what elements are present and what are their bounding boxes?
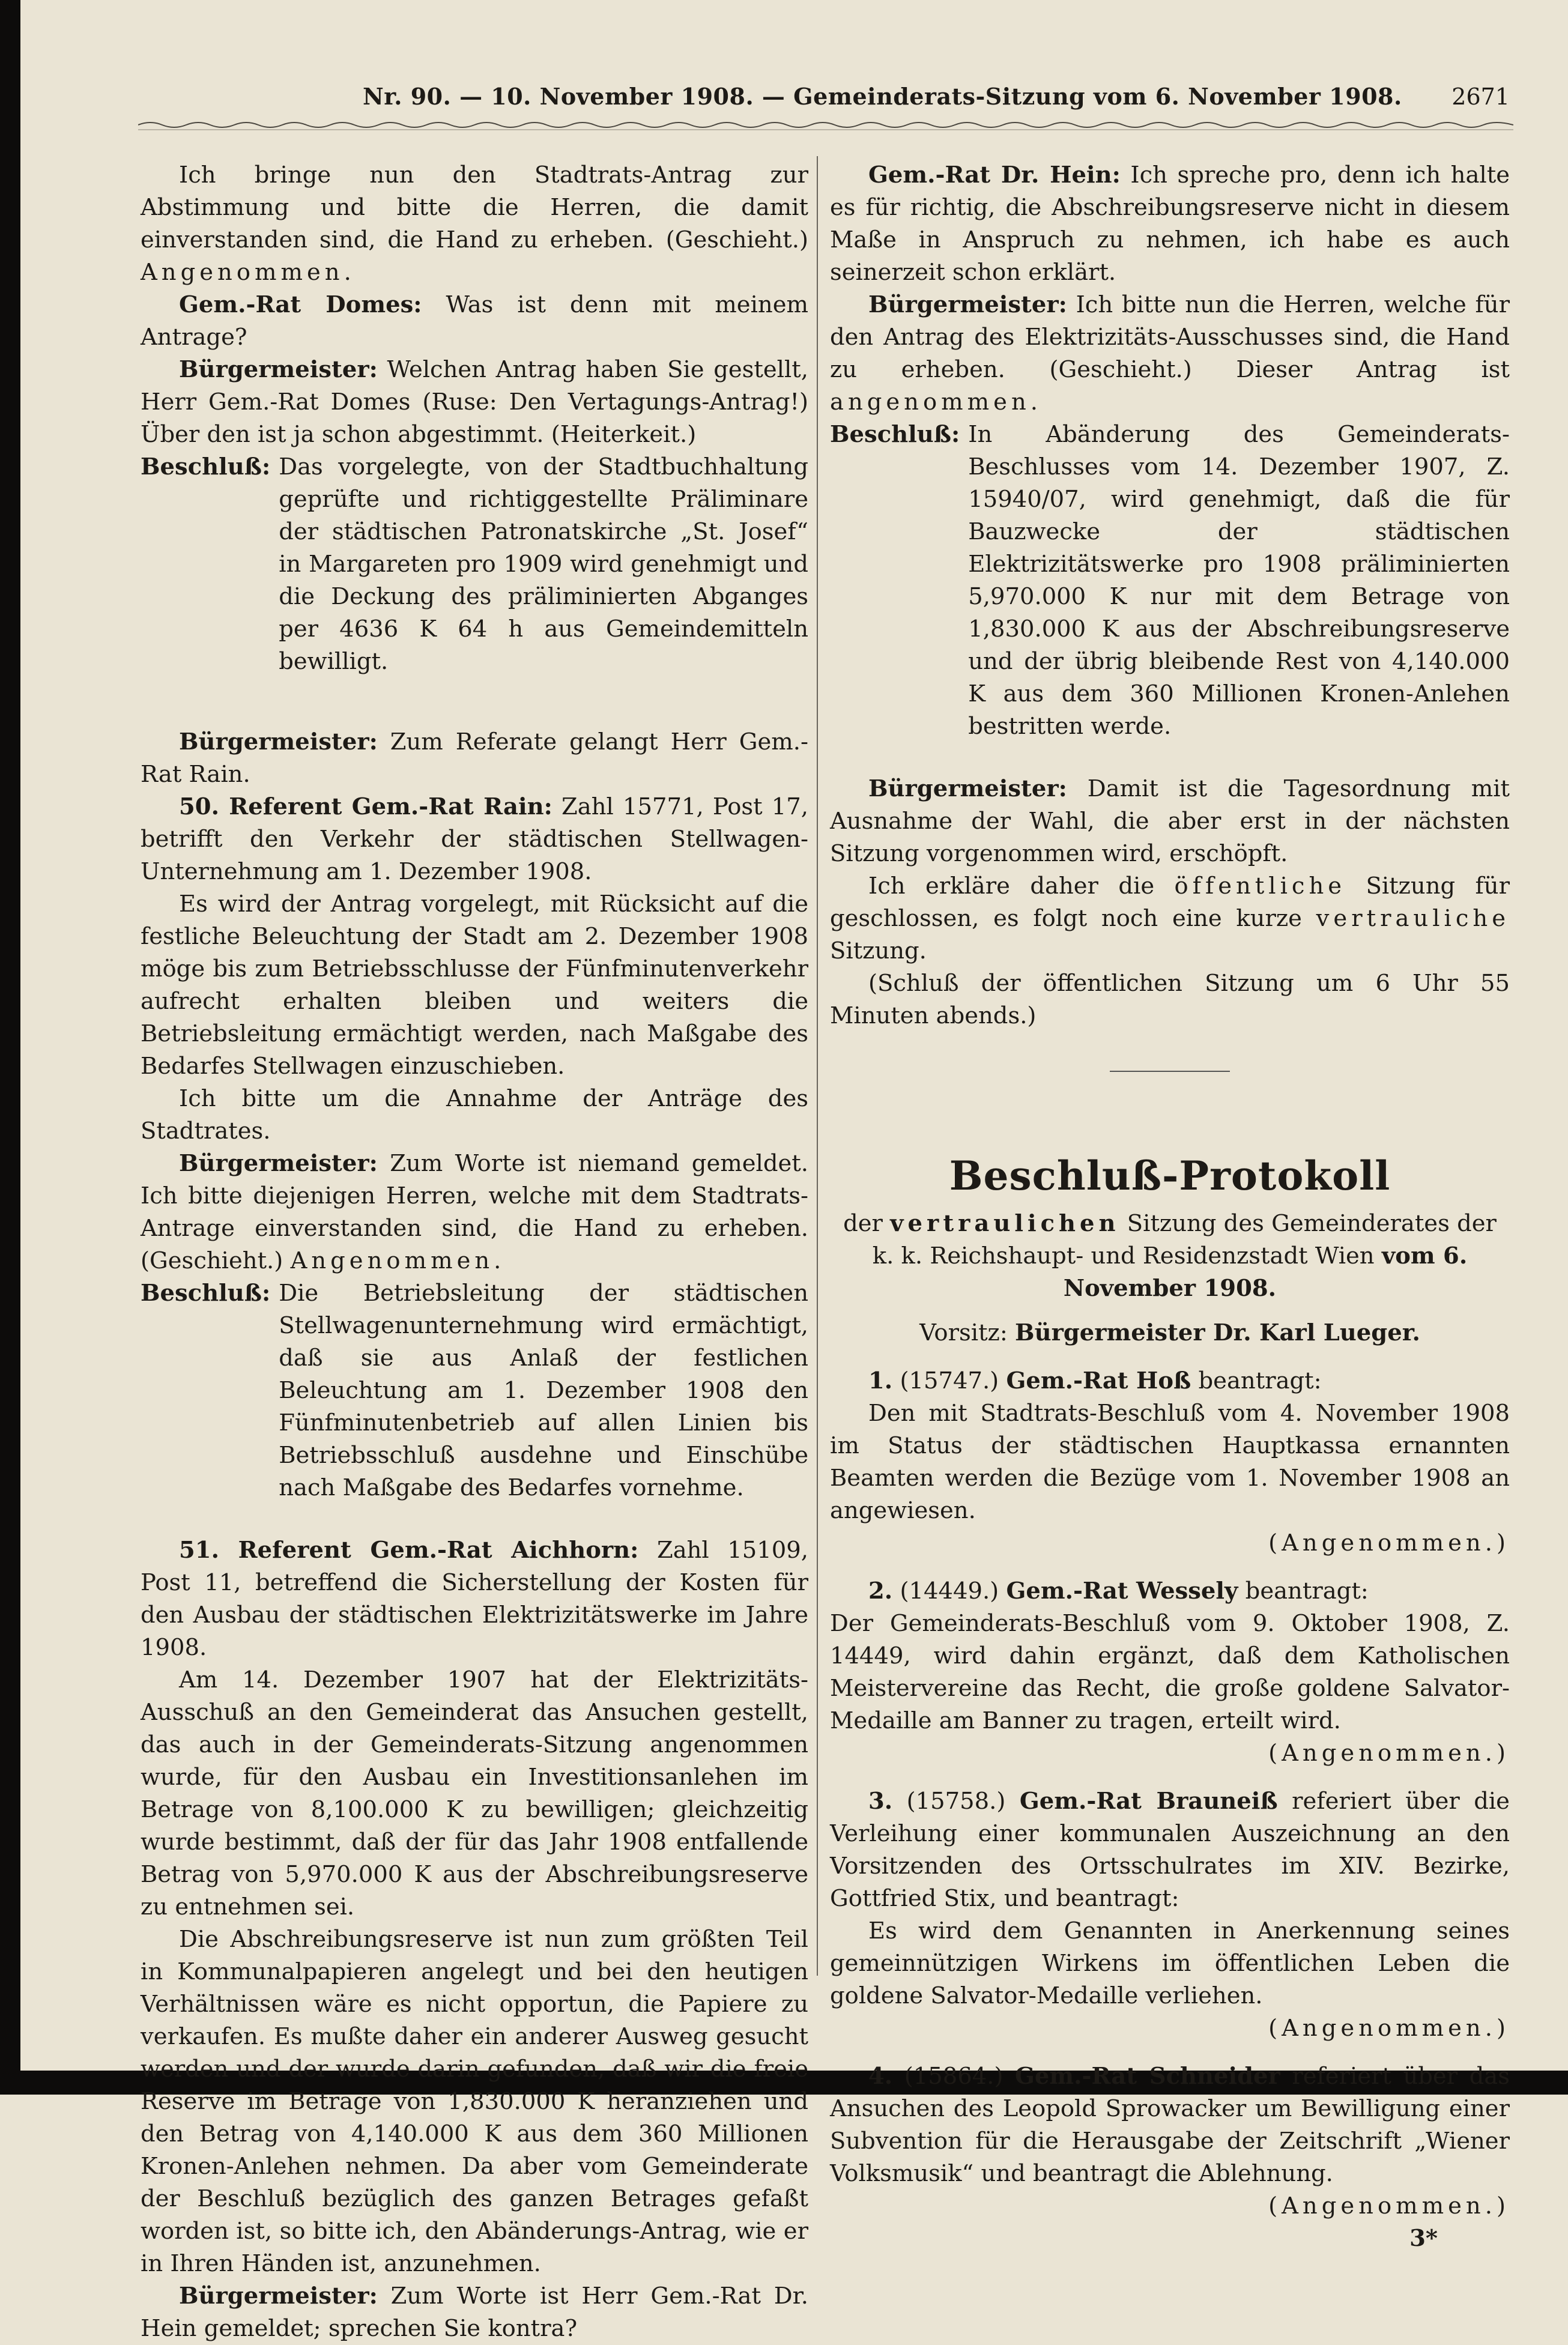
item-3-number: 3. bbox=[868, 1788, 893, 1815]
right-column bbox=[830, 159, 1510, 2255]
item-50 bbox=[141, 791, 808, 888]
left-para-2-text: Was ist denn mit meinem Antrage? bbox=[141, 291, 808, 351]
item-51-para-2: Am 14. Dezember 1907 hat der Elektrizitäts-Ausschuß an den Gemeinderat das Ansuchen gestellt, das auch in der Gemeinderats-Sitzung angenommen wurde, für den Ausbau ein Investitionsanlehen im Betrage von 8,100.000 K zu bewilligen; gleichzeitig wurde bestimmt, daß der für das Jahr 1908 entfallende Betrag von 5,970.000 K aus der Abschreibungsreserve zu entnehmen sei. bbox=[141, 1666, 808, 1920]
protocol-item-2 bbox=[830, 1575, 1510, 1608]
item-1-result: (Angenommen.) bbox=[1268, 1530, 1510, 1557]
protocol-subtitle-c: Sitzung des Gemeinderates der k. k. Reichshaupt- und Residenzstadt Wien bbox=[872, 1210, 1497, 1269]
left-para-1-text: Ich bringe nun den Stadtrats-Antrag zur Abstimmung und bitte die Herren, die damit einverstanden sind, die Hand zu erheben. (Geschieht.) bbox=[141, 162, 808, 253]
right-para-4-a: Ich erkläre daher die bbox=[868, 873, 1155, 900]
item-2-verb: beantragt: bbox=[1245, 1578, 1369, 1605]
item-2-text: Der Gemeinderats-Beschluß vom 9. Oktober 1908, Z. 14449, wird dahin ergänzt, daß dem Katholischen Meistervereine das Recht, die große goldene Salvator-Medaille am Banner zu tragen, erteilt wird. bbox=[830, 1610, 1510, 1734]
left-para-2 bbox=[141, 289, 808, 354]
protocol-subtitle-a: der bbox=[843, 1210, 883, 1237]
right-para-2-result: angenommen. bbox=[830, 389, 1042, 416]
speaker-domes: Gem.-Rat Domes: bbox=[179, 291, 422, 318]
speaker-hein: Gem.-Rat Dr. Hein: bbox=[868, 162, 1121, 189]
page-header bbox=[141, 83, 1510, 110]
left-para-4-text: Zum Referate gelangt Herr Gem.-Rat Rain. bbox=[141, 728, 808, 788]
beschluss-2-label: Beschluß: bbox=[141, 1280, 271, 1307]
item-1-text: Den mit Stadtrats-Beschluß vom 4. November 1908 im Status der städtischen Hauptkassa ernannten Beamten werden die Bezüge vom 1. November 1908 an angewiesen. bbox=[830, 1400, 1510, 1524]
speaker-buergermeister: Bürgermeister: bbox=[868, 291, 1067, 318]
vorsitz-label: Vorsitz: bbox=[919, 1319, 1008, 1346]
protocol-item-4 bbox=[830, 2060, 1510, 2190]
item-4-result: (Angenommen.) bbox=[1268, 2192, 1510, 2219]
right-para-4-e: Sitzung. bbox=[830, 937, 927, 964]
item-2-ref: (14449.) bbox=[900, 1578, 999, 1605]
left-para-1-result: Angenommen. bbox=[141, 259, 356, 286]
beschluss-3-label: Beschluß: bbox=[830, 421, 960, 448]
beschluss-2 bbox=[141, 1277, 808, 1504]
beschluss-1-label: Beschluß: bbox=[141, 453, 271, 480]
item-3-para-2: Es wird dem Genannten in Anerkennung seines gemeinnützigen Wirkens im öffentlichen Leben die goldene Salvator-Medaille verliehen. bbox=[830, 1917, 1510, 2009]
beschluss-3-text: In Abänderung des Gemeinderats-Beschlusses vom 14. Dezember 1907, Z. 15940/07, wird genehmigt, daß die für Bauzwecke der städtischen Elektrizitätswerke pro 1908 präliminierten 5,970.000 K nur mit dem Betrage von 1,830.000 K aus der Abschreibungsreserve und der übrig bleibende Rest von 4,140.000 K aus dem 360 Millionen Kronen-Anlehen bestritten werde. bbox=[968, 421, 1510, 740]
protocol-item-3 bbox=[830, 1785, 1510, 1915]
left-para-3-text: Welchen Antrag haben Sie gestellt, Herr Gem.-Rat Domes (Ruse: Den Vertagungs-Antrag!) Über den ist ja schon abgestimmt. (Heiterkeit.) bbox=[141, 356, 808, 448]
right-para-3-text: Damit ist die Tagesordnung mit Ausnahme der Wahl, die aber erst in der nächsten Sitzung vorgenommen wird, erschöpft. bbox=[830, 775, 1510, 867]
protocol-subtitle-confidential: vertraulichen bbox=[890, 1210, 1120, 1237]
right-para-4-c: Sitzung für geschlossen, es folgt noch eine kurze bbox=[830, 873, 1510, 932]
item-2-who: Gem.-Rat Wessely bbox=[1006, 1578, 1238, 1605]
item-51-heading: 51. Referent Gem.-Rat Aichhorn: bbox=[179, 1537, 639, 1564]
beschluss-3 bbox=[830, 419, 1510, 743]
right-para-1 bbox=[830, 159, 1510, 289]
speaker-buergermeister: Bürgermeister: bbox=[179, 356, 378, 383]
protocol-subtitle-date: vom 6. November 1908. bbox=[1063, 1242, 1468, 1302]
item-3-result: (Angenommen.) bbox=[1268, 2015, 1510, 2042]
item-3-text: referiert über die Verleihung einer kommunalen Auszeichnung an den Vorsitzenden des Ortsschulrates im XIV. Bezirke, Gottfried Stix, und beantragt: bbox=[830, 1788, 1510, 1912]
item-3-who: Gem.-Rat Brauneiß bbox=[1019, 1788, 1278, 1815]
speaker-buergermeister: Bürgermeister: bbox=[179, 728, 378, 755]
right-para-4-confidential: vertrauliche bbox=[1316, 905, 1510, 932]
item-4-ref: (15864.) bbox=[904, 2063, 1003, 2090]
item-50-text: Zahl 15771, Post 17, betrifft den Verkehr der städtischen Stellwagen-Unternehmung am 1. Dezember 1908. bbox=[141, 793, 808, 885]
header-wavy-rule bbox=[138, 119, 1513, 135]
section-rule bbox=[1110, 1071, 1230, 1072]
header-title: Nr. 90. — 10. November 1908. — Gemeinderats-Sitzung vom 6. November 1908. bbox=[363, 83, 1402, 110]
beschluss-1-text: Das vorgelegte, von der Stadtbuchhaltung geprüfte und richtiggestellte Präliminare der städtischen Patronatskirche „St. Josef“ in Margareten pro 1909 wird genehmigt und die Deckung des präliminierten Abganges per 4636 K 64 h aus Gemeindemitteln bewilligt. bbox=[279, 453, 808, 675]
left-para-1 bbox=[141, 159, 808, 289]
protocol-subtitle bbox=[830, 1208, 1510, 1305]
right-para-4 bbox=[830, 870, 1510, 967]
item-2-result: (Angenommen.) bbox=[1268, 1740, 1510, 1767]
left-column bbox=[141, 159, 808, 2345]
protocol-item-1 bbox=[830, 1365, 1510, 1397]
item-50-heading: 50. Referent Gem.-Rat Rain: bbox=[179, 793, 552, 820]
left-para-6-text: Zum Worte ist Herr Gem.-Rat Dr. Hein gemeldet; sprechen Sie kontra? bbox=[141, 2283, 808, 2342]
left-para-4 bbox=[141, 726, 808, 791]
item-1-ref: (15747.) bbox=[900, 1367, 999, 1394]
item-1-number: 1. bbox=[868, 1367, 893, 1394]
vorsitz-name: Bürgermeister Dr. Karl Lueger. bbox=[1015, 1319, 1420, 1346]
item-51 bbox=[141, 1534, 808, 1664]
item-3-ref: (15758.) bbox=[906, 1788, 1006, 1815]
item-4-number: 4. bbox=[868, 2063, 893, 2090]
speaker-buergermeister: Bürgermeister: bbox=[179, 1150, 378, 1177]
item-2-number: 2. bbox=[868, 1578, 893, 1605]
item-4-who: Gem.-Rat Schneider bbox=[1015, 2063, 1280, 2090]
left-para-5-text: Zum Worte ist niemand gemeldet. Ich bitte diejenigen Herren, welche mit dem Stadtrats-Antrage einverstanden sind, die Hand zu erheben. (Geschieht.) bbox=[141, 1150, 808, 1274]
signature-mark: 3* bbox=[1409, 2225, 1438, 2252]
right-para-4-public: öffentliche bbox=[1174, 873, 1346, 900]
column-divider bbox=[817, 156, 818, 1976]
vorsitz-line bbox=[830, 1317, 1510, 1349]
item-1-verb: beantragt: bbox=[1198, 1367, 1322, 1394]
left-para-3 bbox=[141, 354, 808, 451]
left-para-5-result: Angenommen. bbox=[290, 1247, 506, 1274]
item-51-text: Zahl 15109, Post 11, betreffend die Sicherstellung der Kosten für den Ausbau der städtischen Elektrizitätswerke im Jahre 1908. bbox=[141, 1537, 809, 1661]
beschluss-2-text: Die Betriebsleitung der städtischen Stellwagenunternehmung wird ermächtigt, daß sie aus Anlaß der festlichen Beleuchtung am 1. Dezember 1908 den Fünfminutenbetrieb auf allen Linien bis Betriebsschluß ausdehne und Einschübe nach Maßgabe des Bedarfes vornehme. bbox=[279, 1280, 808, 1501]
right-para-3 bbox=[830, 773, 1510, 870]
right-para-2 bbox=[830, 289, 1510, 419]
left-para-6 bbox=[141, 2280, 808, 2345]
item-4-text: referiert über das Ansuchen des Leopold Sprowacker um Bewilligung einer Subvention für die Herausgabe der Zeitschrift „Wiener Volksmusik“ und beantragt die Ablehnung. bbox=[830, 2063, 1510, 2187]
speaker-buergermeister: Bürgermeister: bbox=[179, 2283, 378, 2310]
page-number: 2671 bbox=[1451, 83, 1510, 110]
left-para-5 bbox=[141, 1148, 808, 1277]
speaker-buergermeister: Bürgermeister: bbox=[868, 775, 1067, 802]
item-51-para-3: Die Abschreibungsreserve ist nun zum größten Teil in Kommunalpapieren angelegt und bei den heutigen Verhältnissen wäre es nicht opportun, die Papiere zu verkaufen. Es mußte daher ein anderer Ausweg gesucht werden und der wurde darin gefunden, daß wir die freie Reserve im Betrage von 1,830.000 K heranziehen und den Betrag von 4,140.000 K aus dem 360 Millionen Kronen-Anlehen nehmen. Da aber vom Gemeinderate der Beschluß bezüglich des ganzen Betrages gefaßt worden ist, so bitte ich, den Abänderungs-Antrag, wie er in Ihren Händen ist, anzunehmen. bbox=[141, 1926, 808, 2277]
protocol-title: Beschluß-Protokoll bbox=[949, 1152, 1391, 1199]
right-para-5: (Schluß der öffentlichen Sitzung um 6 Uhr 55 Minuten abends.) bbox=[830, 970, 1510, 1029]
item-50-para-3: Ich bitte um die Annahme der Anträge des Stadtrates. bbox=[141, 1085, 808, 1145]
right-para-1-text: Ich spreche pro, denn ich halte es für richtig, die Abschreibungsreserve nicht in diesem Maße in Anspruch zu nehmen, ich habe es auch seinerzeit schon erklärt. bbox=[830, 162, 1510, 286]
item-50-para-2: Es wird der Antrag vorgelegt, mit Rücksicht auf die festliche Beleuchtung der Stadt am 2. Dezember 1908 möge bis zum Betriebsschlusse der Fünfminutenverkehr aufrecht erhalten bleiben und weiters die Betriebsleitung ermächtigt werden, nach Maßgabe des Bedarfes Stellwagen einzuschieben. bbox=[141, 891, 808, 1080]
right-para-2-text: Ich bitte nun die Herren, welche für den Antrag des Elektrizitäts-Ausschusses sind, die Hand zu erheben. (Geschieht.) Dieser Antrag ist bbox=[830, 291, 1510, 383]
beschluss-1 bbox=[141, 451, 808, 678]
item-1-who: Gem.-Rat Hoß bbox=[1006, 1367, 1191, 1394]
